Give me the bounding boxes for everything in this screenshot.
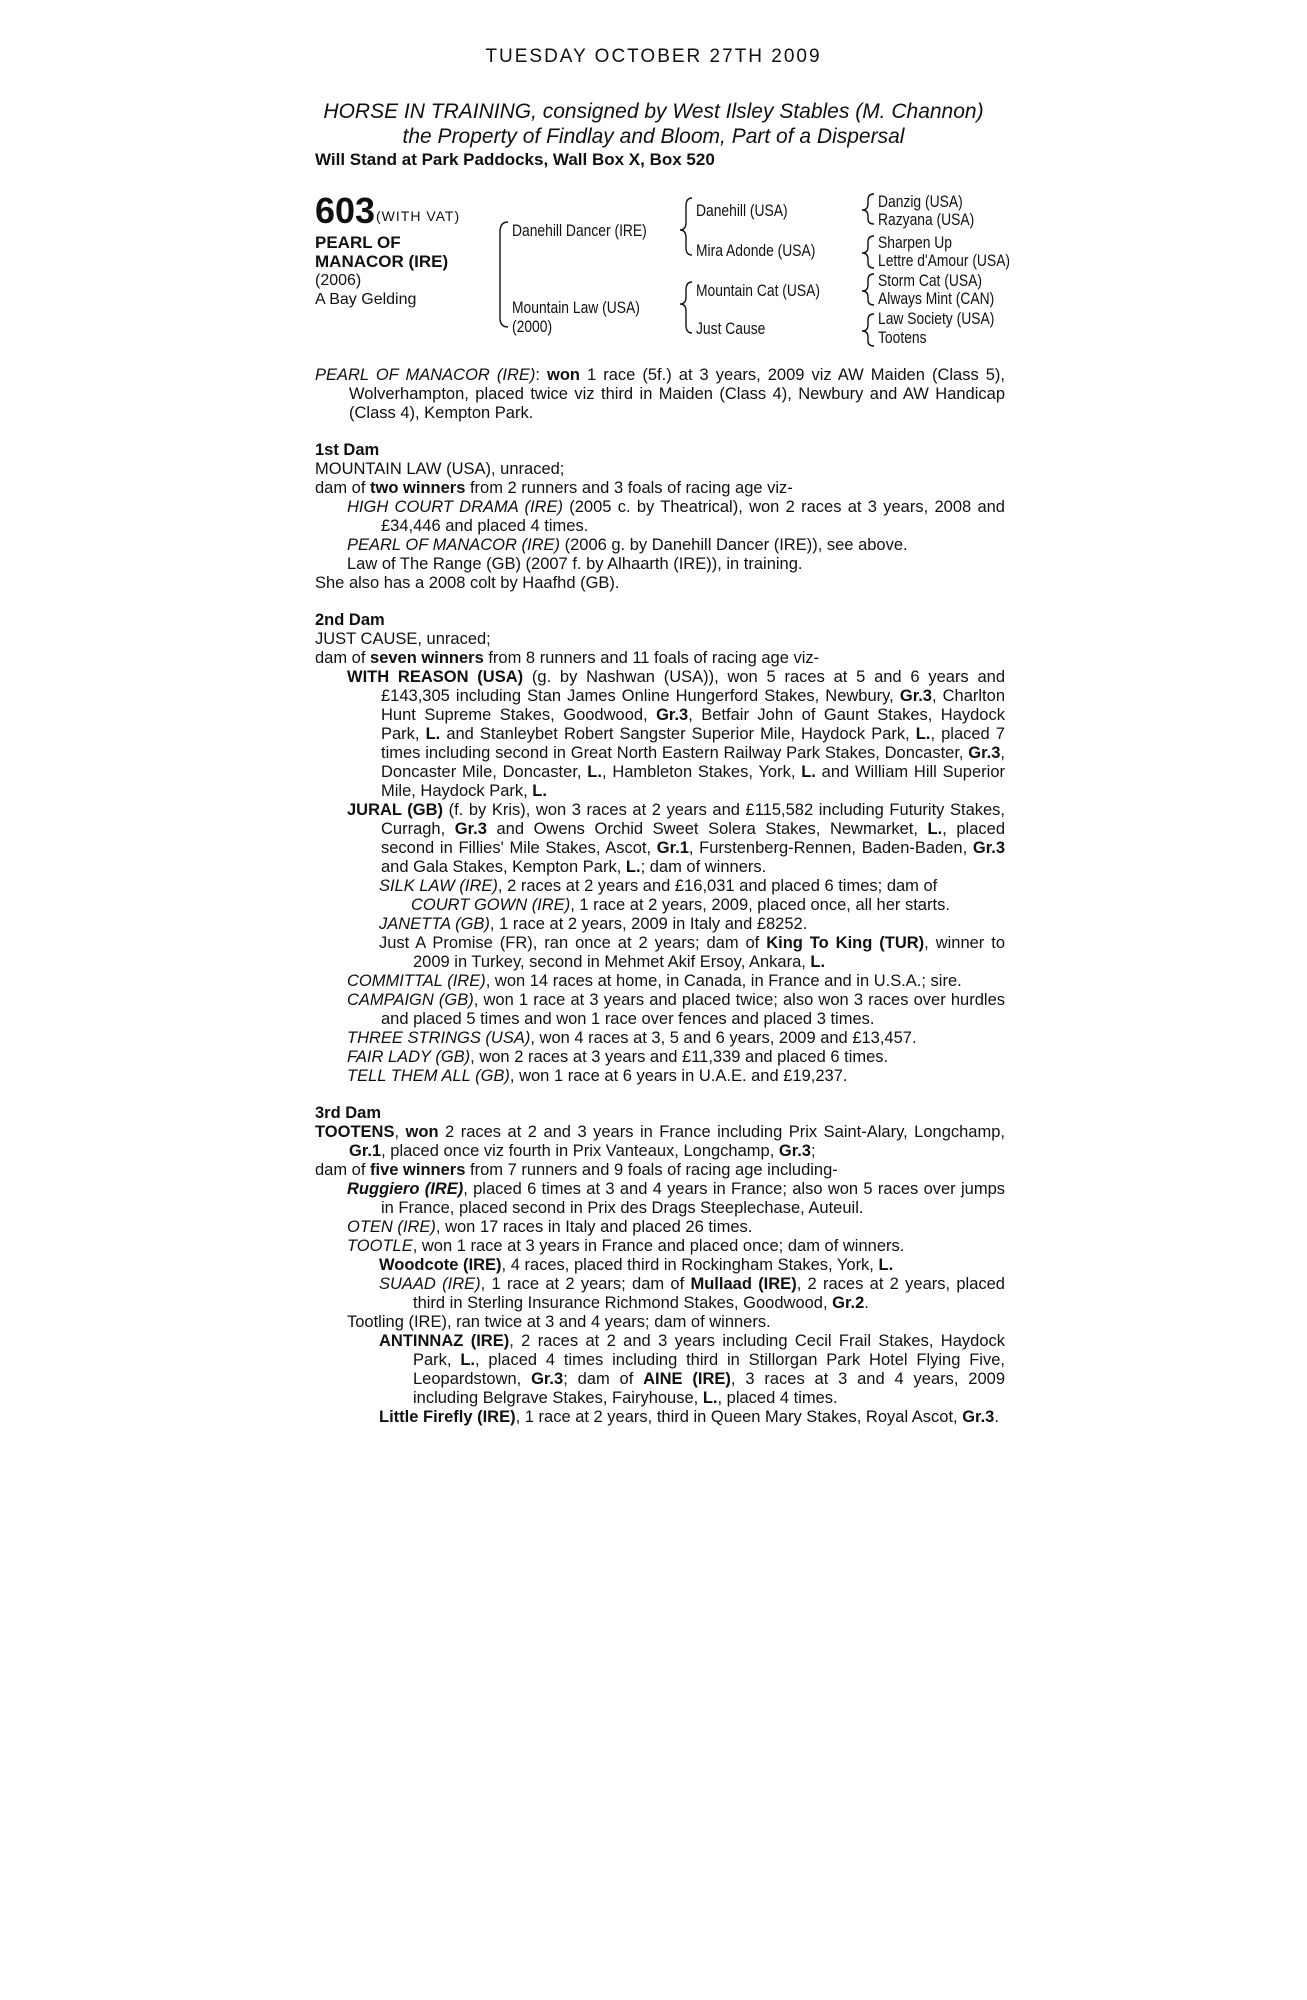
lot-vat: (WITH VAT) bbox=[376, 208, 461, 224]
consignment-line: HORSE IN TRAINING, consigned by West Ilsley Stables (M. Channon) bbox=[323, 100, 984, 123]
first-dam-name: MOUNTAIN LAW (USA), unraced; bbox=[315, 460, 565, 478]
pedigree-g6: Always Mint (CAN) bbox=[878, 290, 995, 308]
pedigree-sire: Danehill Dancer (IRE) bbox=[512, 222, 647, 240]
pedigree-g2: Razyana (USA) bbox=[878, 211, 975, 229]
produce-entry: SILK LAW (IRE), 2 races at 2 years and £16,031 and placed 6 times; dam of bbox=[379, 877, 938, 895]
produce-entry: Woodcote (IRE), 4 races, placed third in Rockingham Stakes, York, L. bbox=[379, 1256, 894, 1274]
produce-entry: THREE STRINGS (USA), won 4 races at 3, 5 and 6 years, 2009 and £13,457. bbox=[347, 1029, 917, 1047]
third-dam-record: TOOTENS, won 2 races at 2 and 3 years in France including Prix Saint-Alary, Longchamp, Gr.1, placed once viz fourth in Prix Vanteaux, Longchamp, Gr.3; bbox=[315, 1123, 1005, 1160]
produce-entry: WITH REASON (USA) (g. by Nashwan (USA)), won 5 races at 5 and 6 years and £143,305 including Stan James Online Hungerford Stakes, Newbury, Gr.3, Charlton Hunt Supreme Stakes, Goodwood, Gr.3, Betfair John of Gaunt Stakes, Haydock Park, L. and Stanleybet Robert Sangster Superior Mile, Haydock Park, L., placed 7 times including second in Great North Eastern Railway Park Stakes, Doncaster, Gr.3, Doncaster Mile, Doncaster, L., Hambleton Stakes, York, L. and William Hill Superior Mile, Haydock Park, L. bbox=[347, 668, 1005, 800]
third-dam-produce: dam of five winners from 7 runners and 9 foals of racing age including- bbox=[315, 1161, 838, 1179]
produce-entry: Ruggiero (IRE), placed 6 times at 3 and 4 years in France; also won 5 races over jumps in France, placed second in Prix des Drags Steeplechase, Auteuil. bbox=[347, 1180, 1005, 1217]
pedigree-g1: Danzig (USA) bbox=[878, 193, 963, 211]
produce-entry: JANETTA (GB), 1 race at 2 years, 2009 in Italy and £8252. bbox=[379, 915, 808, 933]
horse-ref: PEARL OF MANACOR (IRE) bbox=[315, 366, 536, 384]
horse-name-line1: PEARL OF bbox=[315, 233, 401, 252]
pedigree-g7: Law Society (USA) bbox=[878, 310, 995, 328]
produce-entry: COMMITTAL (IRE), won 14 races at home, in Canada, in France and in U.S.A.; sire. bbox=[347, 972, 962, 990]
pedigree-g5: Storm Cat (USA) bbox=[878, 272, 982, 290]
pedigree-g8: Tootens bbox=[878, 329, 927, 347]
lot-number: 603 bbox=[315, 190, 376, 231]
racing-record: PEARL OF MANACOR (IRE): won 1 race (5f.) at 3 years, 2009 viz AW Maiden (Class 5), Wolverhampton, placed twice viz third in Maiden (Class 4), Newbury and AW Handicap (Class 4), Kempton Park. bbox=[315, 366, 1005, 422]
pedigree-g4: Lettre d'Amour (USA) bbox=[878, 252, 1011, 270]
second-dam-heading: 2nd Dam bbox=[315, 611, 385, 629]
produce-entry: PEARL OF MANACOR (IRE) (2006 g. by Danehill Dancer (IRE)), see above. bbox=[347, 536, 908, 554]
produce-entry: CAMPAIGN (GB), won 1 race at 3 years and placed twice; also won 3 races over hurdles and placed 5 times and won 1 race over fences and placed 3 times. bbox=[347, 991, 1005, 1028]
pedigree-dam-year: (2000) bbox=[512, 318, 553, 336]
pedigree-sire-sire: Danehill (USA) bbox=[696, 202, 788, 220]
pedigree-dam-dam: Just Cause bbox=[696, 320, 766, 338]
produce-entry: Little Firefly (IRE), 1 race at 2 years, third in Queen Mary Stakes, Royal Ascot, Gr.3. bbox=[379, 1408, 999, 1426]
produce-note: She also has a 2008 colt by Haafhd (GB). bbox=[315, 574, 620, 592]
produce-entry: Law of The Range (GB) (2007 f. by Alhaarth (IRE)), in training. bbox=[347, 555, 803, 573]
produce-entry: COURT GOWN (IRE), 1 race at 2 years, 2009, placed once, all her starts. bbox=[411, 896, 950, 914]
produce-entry: FAIR LADY (GB), won 2 races at 3 years and £11,339 and placed 6 times. bbox=[347, 1048, 889, 1066]
produce-entry: JURAL (GB) (f. by Kris), won 3 races at 2 years and £115,582 including Futurity Stakes, Curragh, Gr.3 and Owens Orchid Sweet Solera Stakes, Newmarket, L., placed second in Fillies' Mile Stakes, Ascot, Gr.1, Furstenberg-Rennen, Baden-Baden, Gr.3 and Gala Stakes, Kempton Park, L.; dam of winners. bbox=[347, 801, 1006, 876]
produce-entry: HIGH COURT DRAMA (IRE) (2005 c. by Theatrical), won 2 races at 3 years, 2008 and £34,446 and placed 4 times. bbox=[347, 498, 1005, 535]
second-dam-produce: dam of seven winners from 8 runners and 11 foals of racing age viz- bbox=[315, 649, 820, 667]
horse-description: A Bay Gelding bbox=[315, 291, 417, 308]
produce-entry: TOOTLE, won 1 race at 3 years in France and placed once; dam of winners. bbox=[347, 1237, 905, 1255]
won-label: won bbox=[547, 366, 580, 384]
pedigree-braces bbox=[0, 0, 1307, 360]
produce-entry: SUAAD (IRE), 1 race at 2 years; dam of Mullaad (IRE), 2 races at 2 years, placed third in Sterling Insurance Richmond Stakes, Goodwood, Gr.2. bbox=[379, 1275, 1005, 1312]
sale-date: TUESDAY OCTOBER 27TH 2009 bbox=[485, 46, 822, 67]
produce-entry: TELL THEM ALL (GB), won 1 race at 6 years in U.A.E. and £19,237. bbox=[347, 1067, 848, 1085]
produce-entry: ANTINNAZ (IRE), 2 races at 2 and 3 years including Cecil Frail Stakes, Haydock Park, L., placed 4 times including third in Stillorgan Park Hotel Flying Five, Leopardstown, Gr.3; dam of AINE (IRE), 3 races at 3 and 4 years, 2009 including Belgrave Stakes, Fairyhouse, L., placed 4 times. bbox=[379, 1332, 1005, 1407]
stand-location: Will Stand at Park Paddocks, Wall Box X, Box 520 bbox=[315, 150, 715, 169]
pedigree-dam-sire: Mountain Cat (USA) bbox=[696, 282, 821, 300]
produce-entry: Just A Promise (FR), ran once at 2 years; dam of King To King (TUR), winner to 2009 in Turkey, second in Mehmet Akif Ersoy, Ankara, L. bbox=[379, 934, 1005, 971]
racing-record-text: 1 race (5f.) at 3 years, 2009 viz AW Maiden (Class 5), Wolverhampton, placed twice viz third in Maiden (Class 4), Newbury and AW Handicap (Class 4), Kempton Park. bbox=[349, 366, 1005, 422]
produce-entry: Tootling (IRE), ran twice at 3 and 4 years; dam of winners. bbox=[347, 1313, 771, 1331]
third-dam-heading: 3rd Dam bbox=[315, 1104, 382, 1122]
catalogue-body bbox=[315, 366, 1005, 1427]
produce-entry: OTEN (IRE), won 17 races in Italy and placed 26 times. bbox=[347, 1218, 753, 1236]
property-line: the Property of Findlay and Bloom, Part of a Dispersal bbox=[402, 125, 905, 148]
second-dam-name: JUST CAUSE, unraced; bbox=[315, 630, 491, 648]
foaling-year: (2006) bbox=[315, 272, 362, 289]
horse-name-line2: MANACOR (IRE) bbox=[315, 252, 449, 271]
first-dam-heading: 1st Dam bbox=[315, 441, 380, 459]
pedigree-g3: Sharpen Up bbox=[878, 234, 952, 252]
pedigree-dam: Mountain Law (USA) bbox=[512, 299, 640, 317]
first-dam-produce: dam of two winners from 2 runners and 3 foals of racing age viz- bbox=[315, 479, 793, 497]
pedigree-sire-dam: Mira Adonde (USA) bbox=[696, 242, 816, 260]
